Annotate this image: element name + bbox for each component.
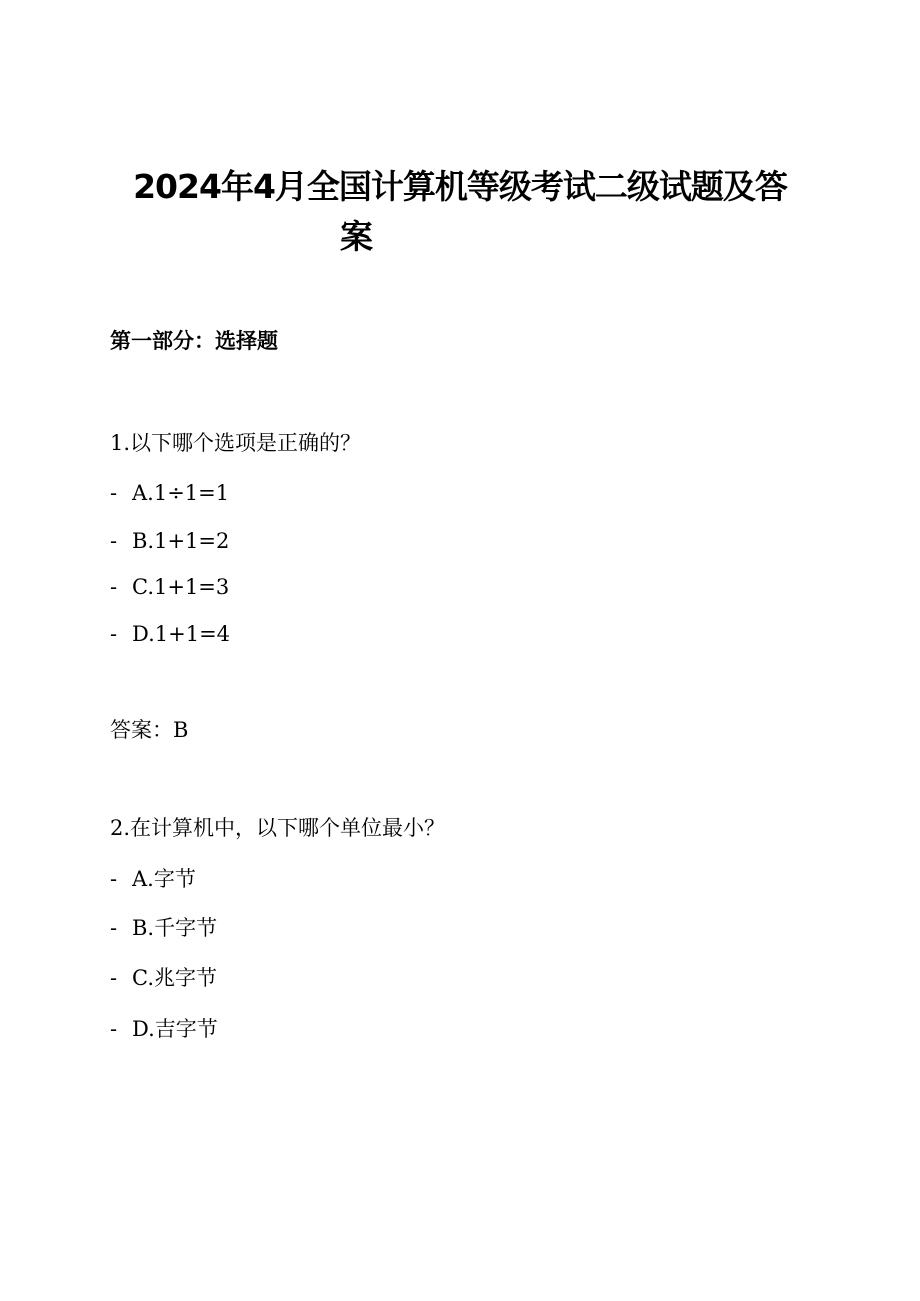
option-dash: - [110, 481, 118, 505]
option-text: A.字节 [132, 867, 196, 891]
question-2-option-a [110, 869, 196, 890]
option-text: A.1÷1=1 [132, 481, 230, 505]
question-1-option-d [110, 624, 230, 645]
question-2-text: 2.在计算机中，以下哪个单位最小？ [110, 816, 446, 840]
document-title-line-1: 2024年4月全国计算机等级考试二级试题及答 [133, 167, 787, 206]
question-2-option-c [110, 968, 217, 989]
section-heading: 第一部分：选择题 [110, 329, 278, 353]
option-dash: - [110, 529, 118, 553]
option-text: B.千字节 [132, 916, 218, 940]
option-dash: - [110, 575, 118, 599]
option-dash: - [110, 966, 118, 990]
question-1-text: 1.以下哪个选项是正确的？ [110, 431, 362, 455]
option-text: C.兆字节 [132, 966, 217, 990]
question-2-option-d [110, 1019, 218, 1040]
option-dash: - [110, 867, 118, 891]
question-1-option-a [110, 483, 229, 504]
question-2-option-b [110, 918, 217, 939]
option-dash: - [110, 1017, 118, 1041]
document-title-line-2: 案 [340, 217, 373, 256]
option-text: D.1+1=4 [132, 622, 231, 646]
question-1-answer: 答案：B [110, 718, 189, 742]
option-dash: - [110, 622, 118, 646]
option-dash: - [110, 916, 118, 940]
question-1-option-c [110, 577, 229, 598]
option-text: D.吉字节 [132, 1017, 218, 1041]
option-text: C.1+1=3 [132, 575, 230, 599]
option-text: B.1+1=2 [132, 529, 230, 553]
question-1-option-b [110, 531, 229, 552]
